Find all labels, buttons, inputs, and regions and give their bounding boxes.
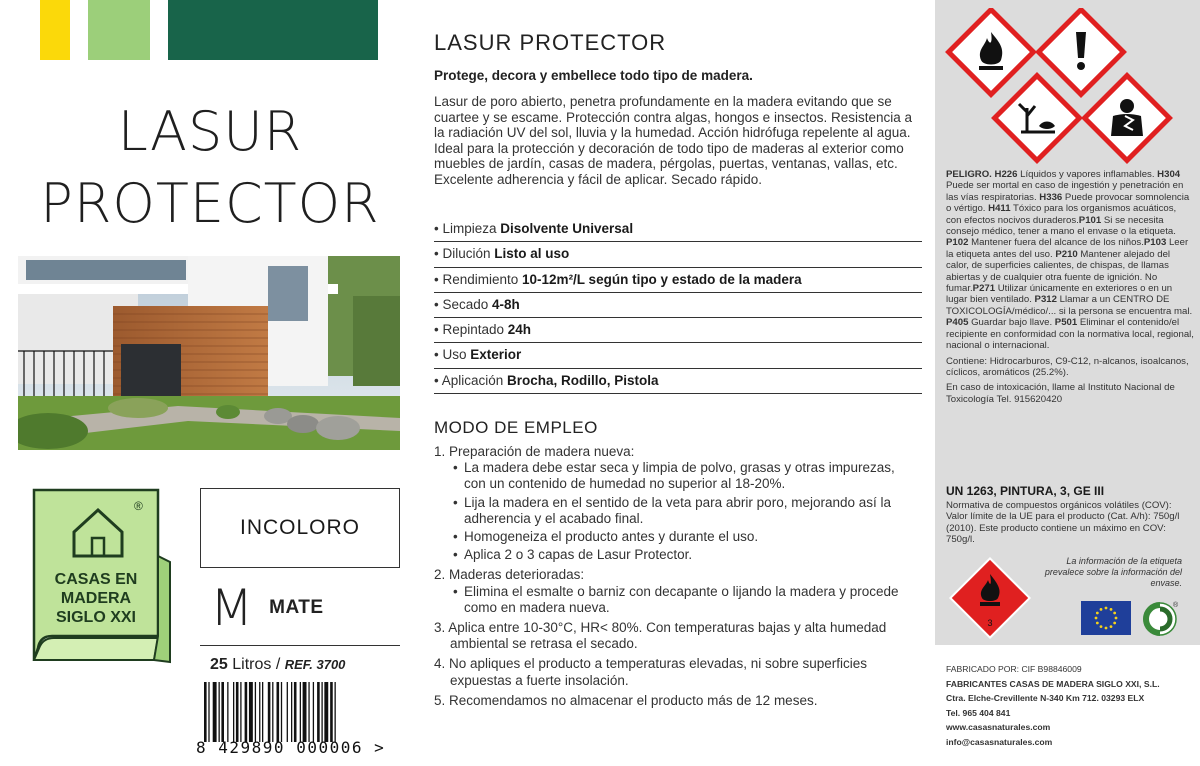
logo-line-2: MADERA xyxy=(60,590,132,607)
finish-word: MATE xyxy=(269,597,324,618)
hazard-text: Líquidos y vapores inflamables. xyxy=(1017,169,1155,180)
house-photo xyxy=(18,256,400,450)
exclamation-icon xyxy=(1039,10,1124,95)
hazard-code: H226 xyxy=(991,169,1018,180)
spec-value: 24h xyxy=(507,322,532,338)
spec-list xyxy=(434,217,922,394)
spec-row xyxy=(434,242,922,267)
tagline: Protege, decora y embellece todo tipo de madera. xyxy=(434,68,753,83)
spec-value: 10-12m²/L según tipo y estado de la madera xyxy=(522,271,802,287)
green-dot-icon xyxy=(1142,599,1180,637)
hazard-text: Mantener alejado del calor, de superficies calientes, de chispas, de llamas abiertas y de cualquier otra fuente de ignición. No fumar. xyxy=(946,248,1171,295)
hazard-code: P103 xyxy=(1143,237,1167,249)
hazard-code: H336 xyxy=(1036,191,1063,203)
hazard-text: Si se necesita consejo médico, tener a mano el envase o la etiqueta. xyxy=(946,214,1176,238)
list-item: • Lija la madera en el sentido de la veta para abrir poro, mejorando así la adherencia y el acabado final. xyxy=(452,495,920,527)
left-column xyxy=(0,0,420,766)
step-4 xyxy=(434,656,920,688)
voc-text: Normativa de compuestos orgánicos volátiles (COV): Valor límite de la UE para el producto (Cat. A/h): 750g/l (2010). Este producto contiene un máximo en COV: 750g/l. xyxy=(946,500,1180,546)
hazard-code: H304 xyxy=(1154,169,1181,180)
recycle-registered: ® xyxy=(1173,602,1179,609)
un-transport-line: UN 1263, PINTURA, 3, GE III xyxy=(946,484,1105,498)
hazard-code: P102 xyxy=(946,237,969,249)
yellow-swatch xyxy=(40,0,70,60)
hazard-text: Guardar bajo llave. xyxy=(968,317,1053,329)
hazard-code: H411 xyxy=(985,203,1011,215)
manufacturer-info xyxy=(946,662,1196,750)
hazard-text: Utilizar únicamente en exteriores o en un lugar bien ventilado. xyxy=(946,283,1173,306)
step-1 xyxy=(434,444,920,563)
intoxication-text: En caso de intoxicación, llame al Instituto Nacional de Toxicología Tel. 915620420 xyxy=(946,382,1175,405)
hazard-statements xyxy=(946,169,1194,409)
step-3 xyxy=(434,620,920,652)
step-5-text: 5. Recomendamos no almacenar el producto más de 12 meses. xyxy=(434,692,818,708)
spec-row xyxy=(434,217,922,242)
spec-value: Listo al uso xyxy=(494,246,570,262)
spec-row xyxy=(434,318,922,343)
flame-icon xyxy=(949,10,1034,95)
spec-label: • Repintado xyxy=(434,322,508,338)
maker-cif: CIF B98846009 xyxy=(1019,664,1082,674)
list-item: • Elimina el esmalte o barniz con decapante o lijando la madera y procede como en madera nueva. xyxy=(452,584,920,616)
dark-green-swatch xyxy=(168,0,378,60)
finish-letter: M xyxy=(210,579,254,637)
volume-reference xyxy=(210,656,345,674)
page-title: LASUR PROTECTOR xyxy=(434,30,667,55)
reference-code: REF. 3700 xyxy=(284,657,346,672)
product-title-large xyxy=(0,96,420,240)
color-name-box xyxy=(200,488,400,568)
spec-row xyxy=(434,369,922,394)
step-2 xyxy=(434,567,920,616)
hazard-code: P101 xyxy=(1078,214,1102,226)
maker-line-5: www.casasnaturales.com xyxy=(946,722,1051,733)
hazard-paragraph xyxy=(946,169,1194,352)
finish-row xyxy=(210,578,400,638)
maker-label: FABRICADO POR: xyxy=(946,664,1020,674)
step-2-title: 2. Maderas deterioradas: xyxy=(434,567,585,583)
list-item: • Homogeneiza el producto antes y durante el uso. xyxy=(452,529,920,545)
transport-class: 3 xyxy=(987,618,993,628)
peligro-word: PELIGRO. xyxy=(946,169,992,180)
ref-divider xyxy=(200,645,400,646)
spec-label: • Rendimiento xyxy=(434,271,523,287)
registered-mark: ® xyxy=(134,499,143,513)
hazard-text: Leer la etiqueta antes del uso. xyxy=(946,237,1189,260)
list-item: • Aplica 2 o 3 capas de Lasur Protector. xyxy=(452,547,920,563)
hazard-code: P312 xyxy=(1031,294,1057,306)
maker-line-3: Ctra. Elche-Crevillente N-340 Km 712. 03293 ELX xyxy=(946,693,1145,704)
health-hazard-icon xyxy=(1085,76,1170,161)
flammable-transport-icon xyxy=(948,556,1032,640)
title-line-2: PROTECTOR xyxy=(40,172,380,235)
maker-line-4: Tel. 965 404 841 xyxy=(946,707,1011,718)
spec-label: • Uso xyxy=(434,347,471,363)
hazard-text: Eliminar el contenido/el recipiente en conformidad con la normativa local, regional, nacional o internacional. xyxy=(946,317,1194,352)
contains-text: Contiene: Hidrocarburos, C9-C12, n-alcanos, isoalcanos, cíclicos, aromáticos (25.2%). xyxy=(946,355,1189,378)
volume-unit: Litros / xyxy=(227,656,285,673)
hazard-text: Tóxico para los organismos acuáticos, con efectos nocivos duraderos. xyxy=(946,203,1177,226)
list-item: • La madera debe estar seca y limpia de polvo, grasas y otras impurezas, con un contenido de humedad no superior al 18-20%. xyxy=(452,460,920,492)
step-2-substeps xyxy=(434,584,920,616)
spec-value: Brocha, Rodillo, Pistola xyxy=(507,372,659,388)
hazard-code: P501 xyxy=(1052,317,1078,329)
barcode-digits: 8 429890 000006 > xyxy=(196,738,386,757)
maker-line-2: FABRICANTES CASAS DE MADERA SIGLO XXI, S.L. xyxy=(946,678,1160,689)
volume-value: 25 xyxy=(210,656,228,673)
logo-line-3: SIGLO XXI xyxy=(55,609,137,626)
main-column xyxy=(434,0,922,766)
spec-row xyxy=(434,343,922,368)
step-1-substeps xyxy=(434,460,920,563)
light-green-swatch xyxy=(88,0,150,60)
title-line-1: LASUR xyxy=(117,100,303,163)
hazard-text: Llamar a un CENTRO DE TOXICOLOGÍA/médico/... si la persona se encuentra mal. xyxy=(946,294,1193,317)
hazard-code: P271 xyxy=(972,283,996,295)
usage-title: MODO DE EMPLEO xyxy=(434,418,598,437)
spec-value: Exterior xyxy=(470,347,522,363)
ghs-pictograms xyxy=(945,8,1175,164)
usage-steps xyxy=(434,444,920,713)
hazard-code: P405 xyxy=(946,317,969,329)
spec-row xyxy=(434,293,922,318)
logo-line-1: CASAS EN xyxy=(54,571,138,588)
spec-value: 4-8h xyxy=(492,296,520,312)
step-3-text: 3. Aplica entre 10-30°C, HR< 80%. Con temperaturas bajas y alta humedad ambiental se retrasa el secado. xyxy=(434,620,887,652)
hazard-text: Mantener fuera del alcance de los niños. xyxy=(968,237,1144,249)
spec-label: • Aplicación xyxy=(434,372,508,388)
hazard-text: Puede provocar somnolencia o vértigo. xyxy=(946,191,1190,215)
spec-value: Disolvente Universal xyxy=(500,221,634,236)
environment-icon xyxy=(995,76,1080,161)
spec-label: • Limpieza xyxy=(434,221,501,236)
maker-line-1 xyxy=(946,662,1196,677)
step-1-title: 1. Preparación de madera nueva: xyxy=(434,444,635,459)
hazard-text: Puede ser mortal en caso de ingestión y penetración en las vías respiratorias. xyxy=(946,180,1184,203)
step-5 xyxy=(434,693,920,709)
barcode xyxy=(200,682,400,742)
hazard-code: P210 xyxy=(1052,248,1078,260)
color-name: INCOLORO xyxy=(239,516,360,539)
maker-line-6: info@casasnaturales.com xyxy=(946,736,1053,747)
spec-label: • Secado xyxy=(434,296,493,312)
casas-en-madera-logo xyxy=(30,486,174,664)
description: Lasur de poro abierto, penetra profundamente en la madera evitando que se cuartee y se escame. Protección contra algas, hongos e insectos. Resistencia a la radiación UV del sol, lluvia y la humedad. Acción hidrófuga repelente al agua. Ideal para la protección y decoración de todo tipo de maderas al exterior como muebles de jardín, casas de madera, pérgolas, puertas, ventanas, vallas, etc. Excelente adherencia y fácil de aplicar. Secado rápido. xyxy=(434,94,913,187)
step-4-text: 4. No apliques el producto a temperaturas elevadas, ni sobre superficies expuestas a fuerte insolación. xyxy=(434,656,867,688)
prevail-note: La información de la etiqueta prevalece sobre la información del envase. xyxy=(1044,556,1182,588)
spec-label: • Dilución xyxy=(434,246,495,262)
spec-row xyxy=(434,268,922,293)
eu-flag-icon xyxy=(1081,601,1131,635)
